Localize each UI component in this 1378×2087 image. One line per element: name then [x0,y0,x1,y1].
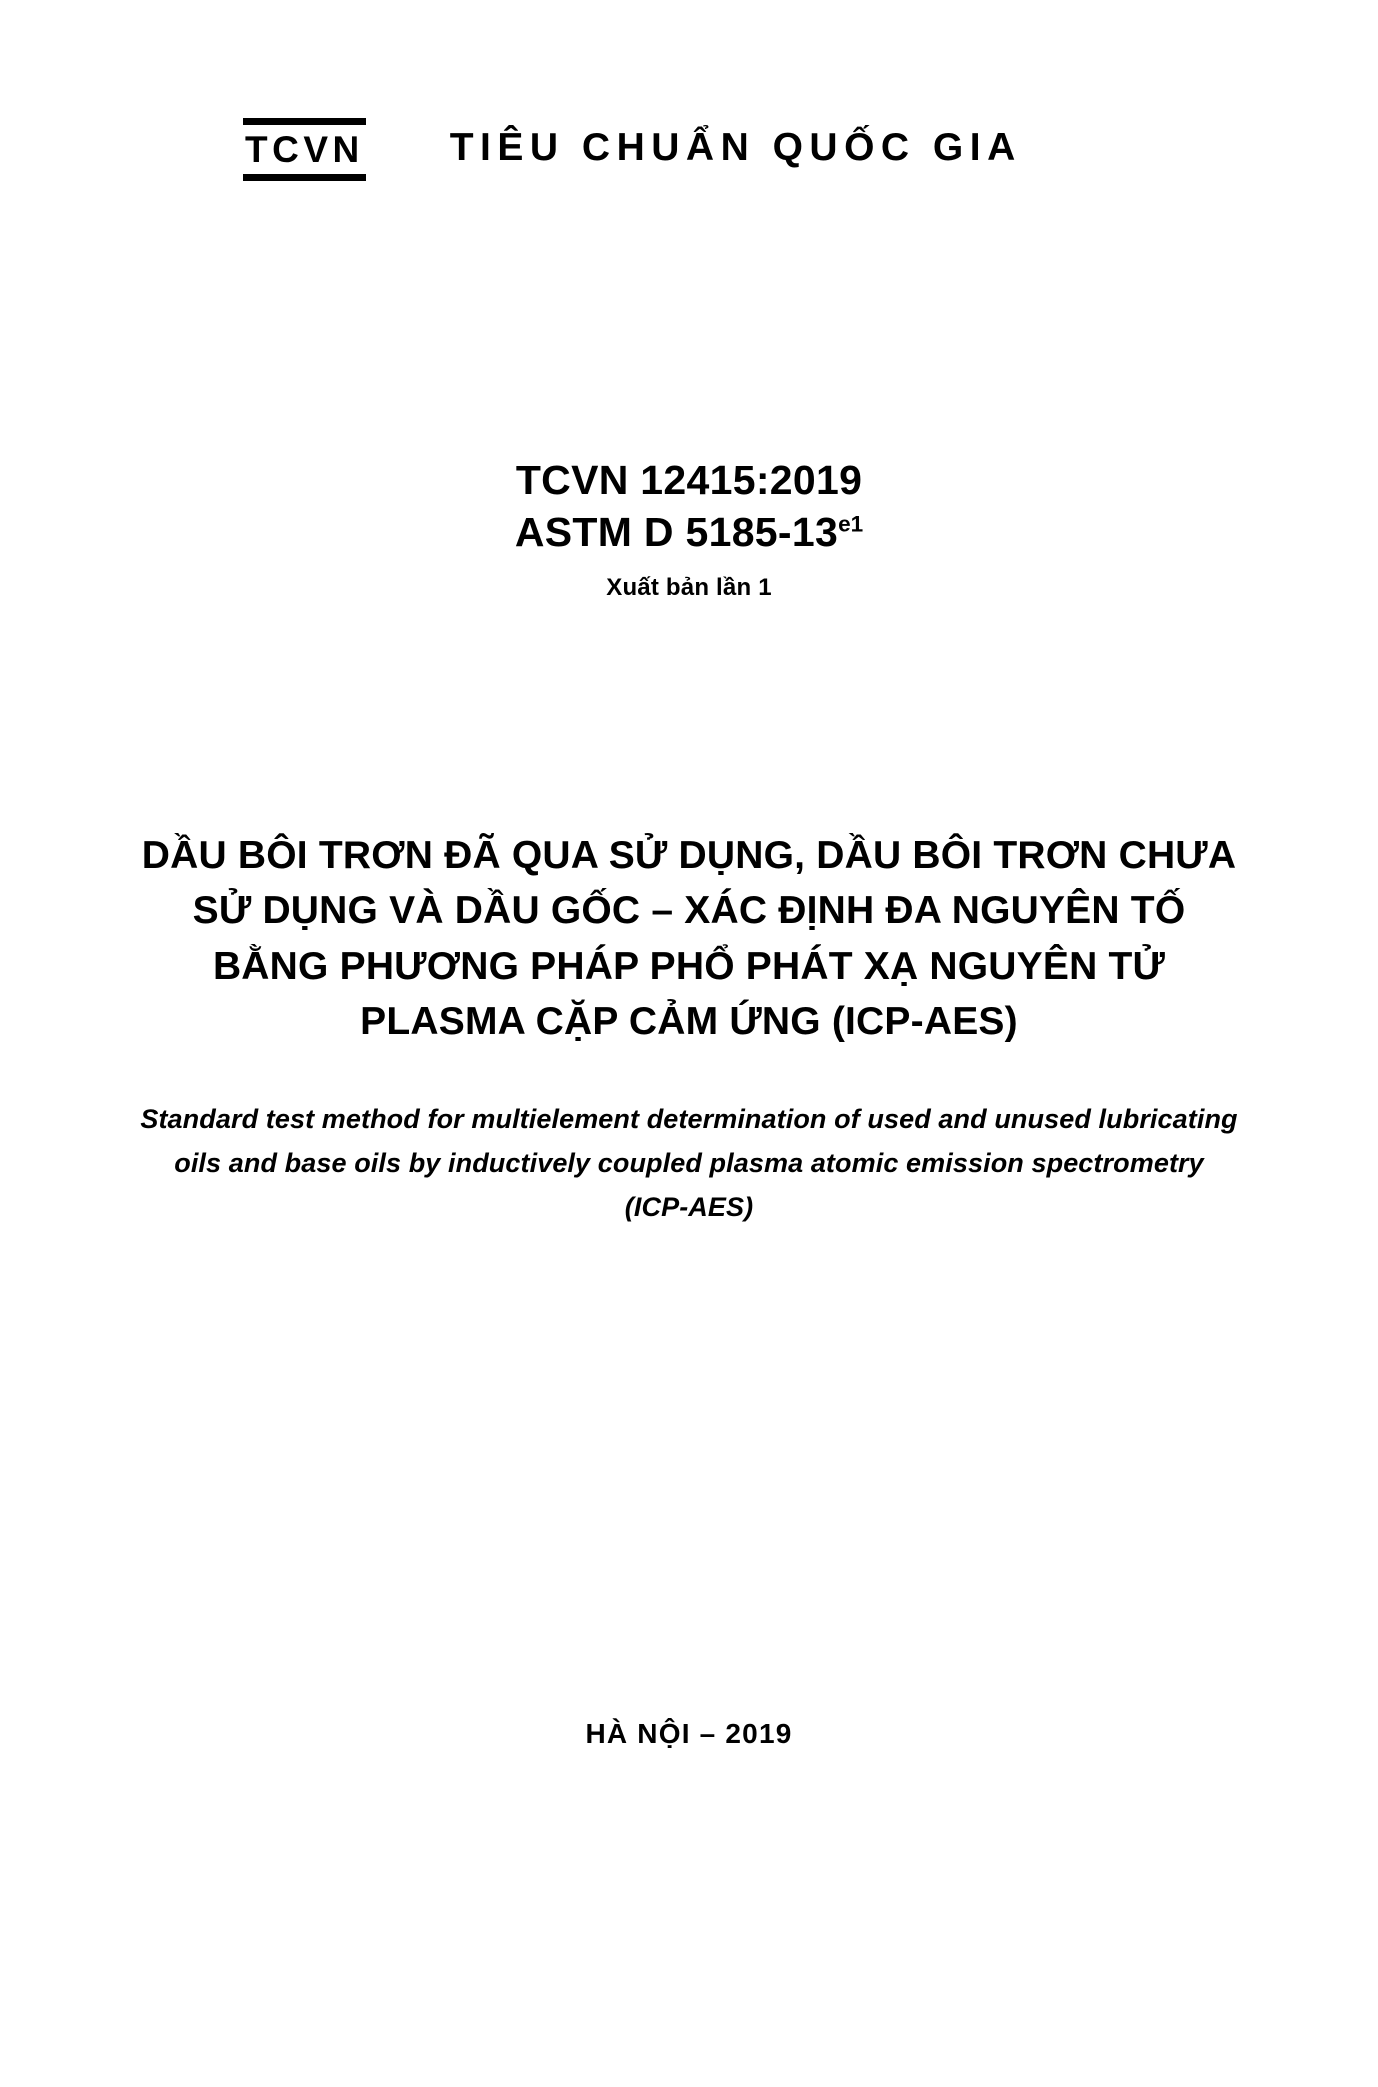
page-header [0,118,1378,181]
astm-standard-number-text: ASTM D 5185-13 [514,508,839,555]
page-title-line: BẰNG PHƯƠNG PHÁP PHỔ PHÁT XẠ NGUYÊN TỬ [212,944,1166,988]
page-title-line: PLASMA CẶP CẢM ỨNG (ICP-AES) [360,1000,1018,1044]
page-subtitle-line: (ICP-AES) [624,1192,754,1222]
astm-standard-number [0,507,1378,559]
page-subtitle-english [0,1097,1378,1229]
page-subtitle-line: oils and base oils by inductively coupled plasma atomic emission spectrometry [174,1148,1204,1178]
footer-imprint: HÀ NỘI – 2019 [585,1718,793,1749]
page-subtitle-line: Standard test method for multielement determination of used and unused lubricating [140,1104,1238,1134]
tcvn-logo [243,118,366,181]
astm-superscript: e1 [838,511,864,536]
edition-label: Xuất bản lần 1 [606,574,772,602]
tcvn-logo-text: TCVN [245,129,364,170]
page-title [0,828,1378,1050]
header-title: TIÊU CHUẨN QUỐC GIA [449,125,1022,169]
standard-designation-block [0,455,1378,602]
page-title-line: DẦU BÔI TRƠN ĐÃ QUA SỬ DỤNG, DẦU BÔI TRƠN CHƯA [141,834,1237,877]
page-title-line: SỬ DỤNG VÀ DẦU GỐC – XÁC ĐỊNH ĐA NGUYÊN TỐ [192,889,1186,933]
tcvn-standard-number: TCVN 12415:2019 [515,457,863,503]
